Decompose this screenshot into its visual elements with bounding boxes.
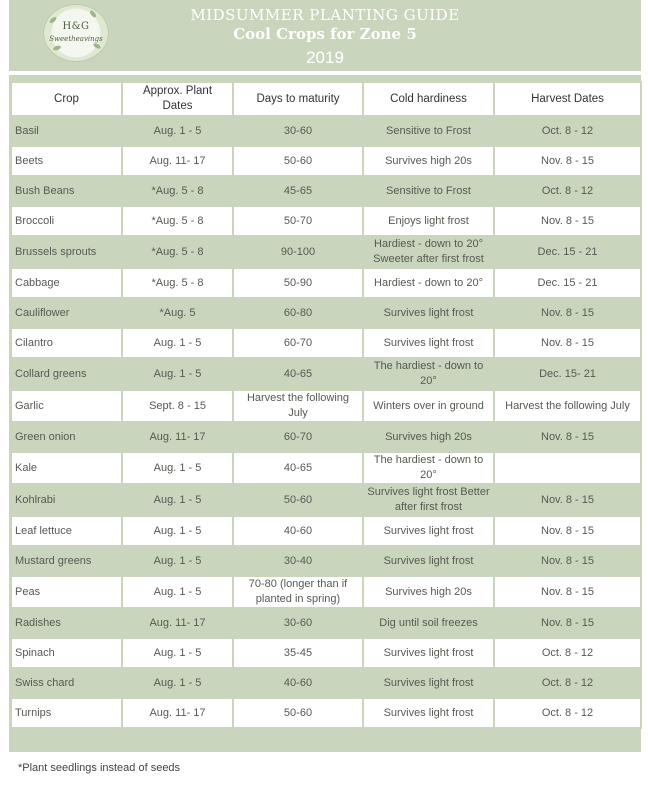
- cell-cold-hardiness: Survives light frost: [363, 298, 494, 328]
- cell-cold-hardiness: Survives high 20s: [363, 146, 494, 176]
- header-divider: [9, 71, 641, 75]
- cell-days-to-maturity: 60-70: [233, 328, 363, 358]
- table-body: [11, 116, 641, 728]
- cell-harvest-dates: Nov. 8 - 15: [494, 484, 641, 516]
- cell-days-to-maturity: Harvest the following July: [233, 390, 363, 422]
- table-row: [11, 358, 641, 390]
- cell-cold-hardiness: Survives light frost: [363, 668, 494, 698]
- cell-crop: Cilantro: [11, 328, 122, 358]
- cell-days-to-maturity: 60-70: [233, 422, 363, 452]
- cell-harvest-dates: Oct. 8 - 12: [494, 668, 641, 698]
- cell-crop: Basil: [11, 116, 122, 146]
- cell-harvest-dates: Nov. 8 - 15: [494, 608, 641, 638]
- cell-harvest-dates: Nov. 8 - 15: [494, 146, 641, 176]
- cell-harvest-dates: Dec. 15 - 21: [494, 268, 641, 298]
- cell-cold-hardiness: Survives light frost: [363, 638, 494, 668]
- cell-plant-dates: *Aug. 5 - 8: [122, 176, 233, 206]
- cell-harvest-dates: Oct. 8 - 12: [494, 638, 641, 668]
- cell-days-to-maturity: 30-60: [233, 608, 363, 638]
- cell-plant-dates: Aug. 1 - 5: [122, 484, 233, 516]
- cell-harvest-dates: Nov. 8 - 15: [494, 298, 641, 328]
- cell-harvest-dates: Oct. 8 - 12: [494, 176, 641, 206]
- page-title: MIDSUMMER PLANTING GUIDE: [190, 6, 460, 24]
- cell-days-to-maturity: 40-65: [233, 358, 363, 390]
- cell-days-to-maturity: 30-40: [233, 546, 363, 576]
- cell-days-to-maturity: 35-45: [233, 638, 363, 668]
- table-row: [11, 698, 641, 728]
- column-header-days-to-maturity: Days to maturity: [233, 82, 363, 116]
- cell-cold-hardiness: Dig until soil freezes: [363, 608, 494, 638]
- cell-crop: Bush Beans: [11, 176, 122, 206]
- cell-days-to-maturity: 45-65: [233, 176, 363, 206]
- logo-monogram: H&G: [62, 21, 90, 32]
- table-row: [11, 268, 641, 298]
- guide-page: [9, 0, 641, 752]
- cell-plant-dates: *Aug. 5: [122, 298, 233, 328]
- cell-crop: Radishes: [11, 608, 122, 638]
- cell-cold-hardiness: Survives high 20s: [363, 422, 494, 452]
- cell-crop: Mustard greens: [11, 546, 122, 576]
- table-row: [11, 298, 641, 328]
- cell-crop: Cabbage: [11, 268, 122, 298]
- cell-days-to-maturity: 30-60: [233, 116, 363, 146]
- table-row: [11, 608, 641, 638]
- cell-crop: Swiss chard: [11, 668, 122, 698]
- cell-cold-hardiness: Sensitive to Frost: [363, 176, 494, 206]
- cell-days-to-maturity: 60-80: [233, 298, 363, 328]
- column-header-plant-dates: Approx. Plant Dates: [122, 82, 233, 116]
- cell-cold-hardiness: Survives light frost: [363, 698, 494, 728]
- cell-harvest-dates: Dec. 15- 21: [494, 358, 641, 390]
- cell-cold-hardiness: Survives high 20s: [363, 576, 494, 608]
- cell-plant-dates: Aug. 1 - 5: [122, 638, 233, 668]
- cell-crop: Collard greens: [11, 358, 122, 390]
- cell-cold-hardiness: Hardiest - down to 20° Sweeter after first frost: [363, 236, 494, 268]
- table-row: [11, 638, 641, 668]
- cell-plant-dates: Aug. 11- 17: [122, 698, 233, 728]
- cell-crop: Brussels sprouts: [11, 236, 122, 268]
- cell-days-to-maturity: 40-60: [233, 668, 363, 698]
- cell-crop: Turnips: [11, 698, 122, 728]
- cell-crop: Peas: [11, 576, 122, 608]
- table-row: [11, 390, 641, 422]
- header-banner: [9, 0, 641, 76]
- cell-crop: Beets: [11, 146, 122, 176]
- cell-crop: Leaf lettuce: [11, 516, 122, 546]
- cell-cold-hardiness: Enjoys light frost: [363, 206, 494, 236]
- cell-harvest-dates: Nov. 8 - 15: [494, 546, 641, 576]
- cell-plant-dates: Sept. 8 - 15: [122, 390, 233, 422]
- planting-table: [10, 81, 642, 729]
- cell-plant-dates: Aug. 1 - 5: [122, 452, 233, 484]
- cell-cold-hardiness: The hardiest - down to 20°: [363, 452, 494, 484]
- table-row: [11, 206, 641, 236]
- column-header-cold-hardiness: Cold hardiness: [363, 82, 494, 116]
- cell-crop: Garlic: [11, 390, 122, 422]
- cell-plant-dates: Aug. 1 - 5: [122, 358, 233, 390]
- table-row: [11, 668, 641, 698]
- table-row: [11, 452, 641, 484]
- cell-crop: Green onion: [11, 422, 122, 452]
- cell-days-to-maturity: 50-60: [233, 146, 363, 176]
- cell-days-to-maturity: 40-65: [233, 452, 363, 484]
- cell-plant-dates: Aug. 1 - 5: [122, 668, 233, 698]
- cell-plant-dates: Aug. 1 - 5: [122, 116, 233, 146]
- cell-plant-dates: Aug. 1 - 5: [122, 576, 233, 608]
- cell-crop: Kale: [11, 452, 122, 484]
- cell-plant-dates: *Aug. 5 - 8: [122, 206, 233, 236]
- cell-days-to-maturity: 70-80 (longer than if planted in spring): [233, 576, 363, 608]
- cell-days-to-maturity: 50-60: [233, 698, 363, 728]
- logo-script: Sweetheavings: [49, 35, 103, 43]
- cell-plant-dates: Aug. 11- 17: [122, 422, 233, 452]
- cell-plant-dates: Aug. 11- 17: [122, 608, 233, 638]
- cell-days-to-maturity: 50-90: [233, 268, 363, 298]
- cell-days-to-maturity: 40-60: [233, 516, 363, 546]
- cell-harvest-dates: Oct. 8 - 12: [494, 116, 641, 146]
- cell-harvest-dates: Nov. 8 - 15: [494, 328, 641, 358]
- cell-crop: Kohlrabi: [11, 484, 122, 516]
- table-row: [11, 146, 641, 176]
- column-header-crop: Crop: [11, 82, 122, 116]
- table-header-row: [11, 82, 641, 116]
- cell-plant-dates: Aug. 1 - 5: [122, 546, 233, 576]
- cell-harvest-dates: [494, 452, 641, 484]
- cell-cold-hardiness: Survives light frost Better after first frost: [363, 484, 494, 516]
- cell-cold-hardiness: Sensitive to Frost: [363, 116, 494, 146]
- cell-days-to-maturity: 50-60: [233, 484, 363, 516]
- table-row: [11, 484, 641, 516]
- cell-cold-hardiness: Hardiest - down to 20°: [363, 268, 494, 298]
- cell-harvest-dates: Nov. 8 - 15: [494, 422, 641, 452]
- cell-plant-dates: Aug. 1 - 5: [122, 516, 233, 546]
- cell-days-to-maturity: 90-100: [233, 236, 363, 268]
- cell-cold-hardiness: Winters over in ground: [363, 390, 494, 422]
- cell-cold-hardiness: Survives light frost: [363, 328, 494, 358]
- table-row: [11, 116, 641, 146]
- cell-harvest-dates: Dec. 15 - 21: [494, 236, 641, 268]
- footnote: *Plant seedlings instead of seeds: [18, 762, 181, 774]
- cell-plant-dates: Aug. 1 - 5: [122, 328, 233, 358]
- page-year: 2019: [306, 48, 344, 67]
- table-row: [11, 516, 641, 546]
- page-subtitle: Cool Crops for Zone 5: [233, 25, 417, 43]
- column-header-harvest-dates: Harvest Dates: [494, 82, 641, 116]
- cell-harvest-dates: Harvest the following July: [494, 390, 641, 422]
- table-row: [11, 176, 641, 206]
- cell-harvest-dates: Nov. 8 - 15: [494, 206, 641, 236]
- cell-harvest-dates: Nov. 8 - 15: [494, 516, 641, 546]
- cell-crop: Spinach: [11, 638, 122, 668]
- cell-harvest-dates: Oct. 8 - 12: [494, 698, 641, 728]
- cell-plant-dates: *Aug. 5 - 8: [122, 268, 233, 298]
- table-row: [11, 422, 641, 452]
- table-row: [11, 546, 641, 576]
- cell-harvest-dates: Nov. 8 - 15: [494, 576, 641, 608]
- table-row: [11, 576, 641, 608]
- table-row: [11, 328, 641, 358]
- cell-days-to-maturity: 50-70: [233, 206, 363, 236]
- cell-plant-dates: Aug. 11- 17: [122, 146, 233, 176]
- cell-cold-hardiness: Survives light frost: [363, 546, 494, 576]
- cell-plant-dates: *Aug. 5 - 8: [122, 236, 233, 268]
- table-row: [11, 236, 641, 268]
- cell-cold-hardiness: Survives light frost: [363, 516, 494, 546]
- cell-crop: Cauliflower: [11, 298, 122, 328]
- cell-crop: Broccoli: [11, 206, 122, 236]
- cell-cold-hardiness: The hardiest - down to 20°: [363, 358, 494, 390]
